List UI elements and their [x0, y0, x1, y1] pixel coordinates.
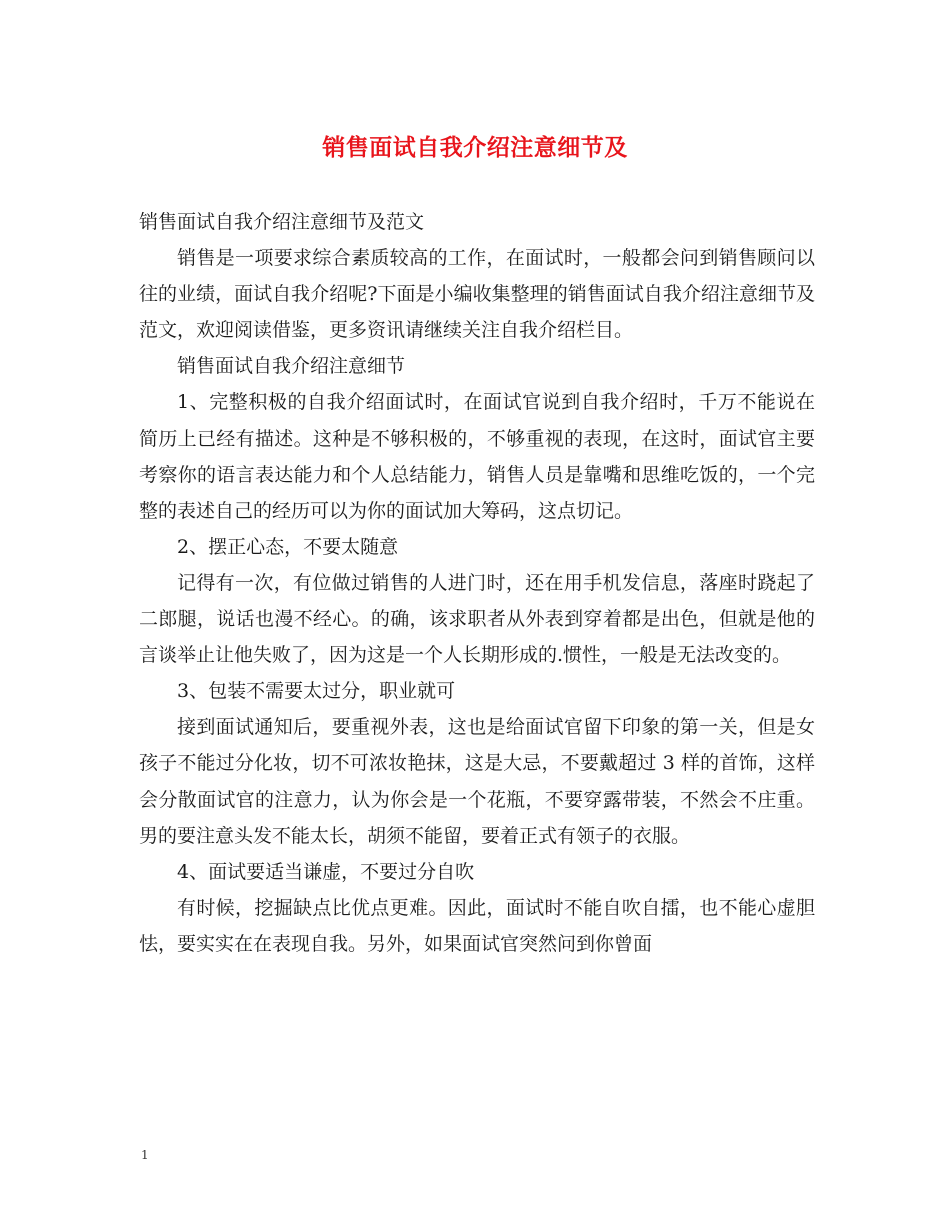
paragraph: 接到面试通知后，要重视外表，这也是给面试官留下印象的第一关，但是女孩子不能过分化妆，切不可浓妆艳抹，这是大忌，不要戴超过 3 样的首饰，这样会分散面试官的注意力，认为你会是一个花瓶，不要穿露带装，不然会不庄重。男的要注意头发不能太长，胡须不能留，要着正式有领子的衣服。	[139, 716, 815, 847]
paragraph: 销售是一项要求综合素质较高的工作，在面试时，一般都会问到销售顾问以往的业绩，面试自我介绍呢?下面是小编收集整理的销售面试自我介绍注意细节及范文，欢迎阅读借鉴，更多资讯请继续关注自我介绍栏目。	[139, 247, 815, 342]
paragraph: 销售面试自我介绍注意细节及范文	[139, 211, 425, 233]
paragraph: 1、完整积极的自我介绍面试时，在面试官说到自我介绍时，千万不能说在简历上已经有描述。这种是不够积极的，不够重视的表现，在这时，面试官主要考察你的语言表达能力和个人总结能力，销售人员是靠嘴和思维吃饭的，一个完整的表述自己的经历可以为你的面试加大筹码，这点切记。	[139, 391, 815, 522]
section-heading: 销售面试自我介绍注意细节	[177, 355, 406, 378]
section-heading: 3、包装不需要太过分，职业就可	[177, 680, 456, 703]
paragraph: 有时候，挖掘缺点比优点更难。因此，面试时不能自吹自擂，也不能心虚胆怯，要实实在在表现自我。另外，如果面试官突然问到你曾面	[139, 896, 815, 955]
paragraph: 记得有一次，有位做过销售的人进门时，还在用手机发信息，落座时跷起了二郎腿，说话也漫不经心。的确，该求职者从外表到穿着都是出色，但就是他的言谈举止让他失败了，因为这是一个人长期形成的.惯性，一般是无法改变的。	[139, 571, 815, 667]
document-body	[139, 204, 815, 962]
section-heading: 2、摆正心态，不要太随意	[177, 535, 399, 558]
page-number: 1	[141, 1148, 149, 1162]
section-heading: 4、面试要适当谦虚，不要过分自吹	[177, 860, 475, 883]
document-title: 销售面试自我介绍注意细节及	[322, 134, 628, 161]
